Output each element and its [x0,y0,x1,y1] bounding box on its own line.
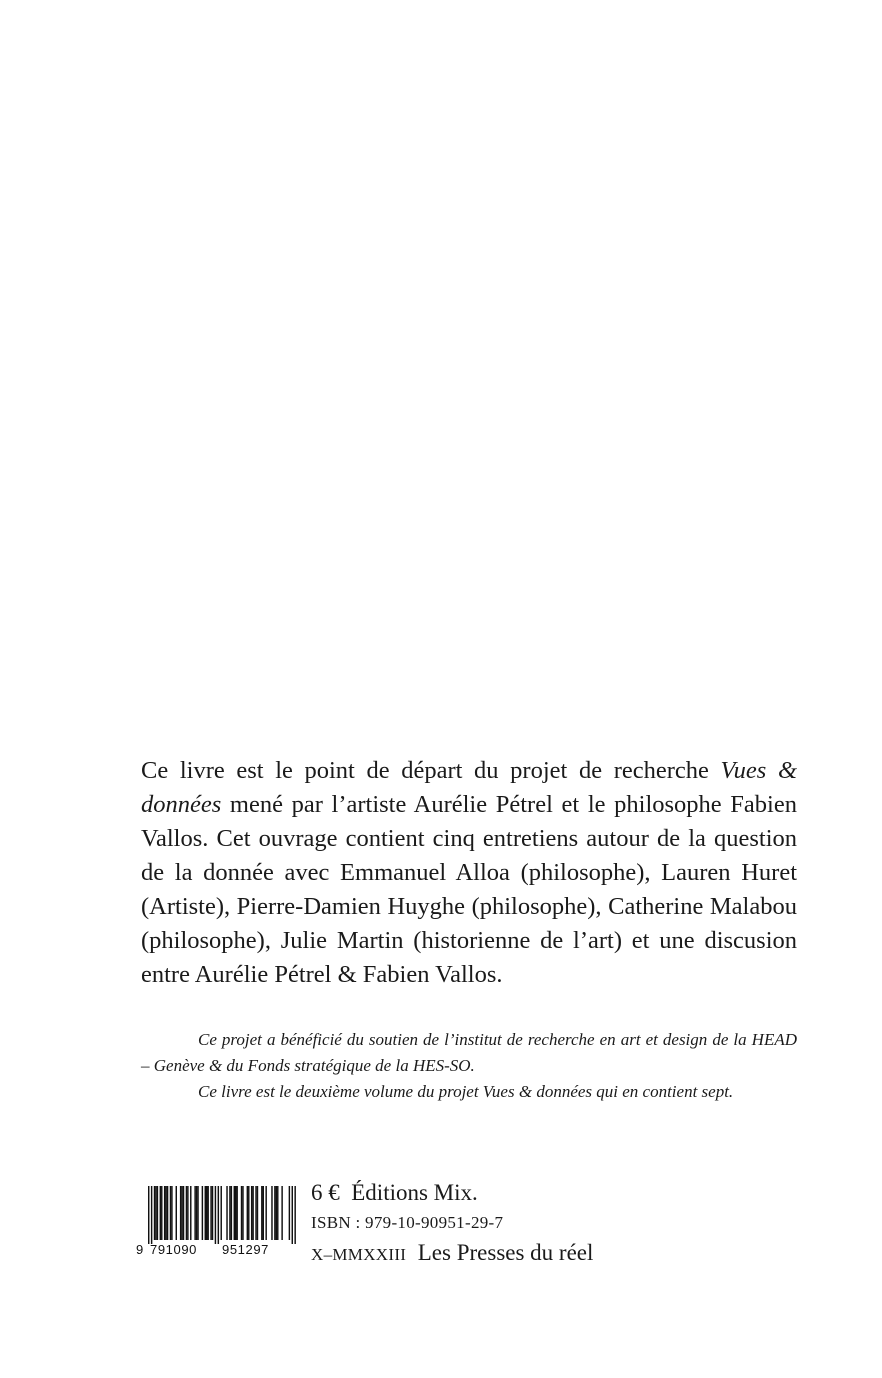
barcode-bar [221,1186,222,1240]
barcode-digits-right: 951297 [222,1242,269,1257]
edition-name: Éditions Mix. [351,1180,478,1205]
blurb-text-start: Ce livre est le point de départ du projet de recherche [141,757,721,784]
barcode-bar [242,1186,243,1240]
funding-note: Ce projet a bénéficié du soutien de l’institut de recherche en art et design de la HEAD – Genève & du Fonds stratégique de la HES-SO. [141,1030,797,1075]
publisher-info [311,1178,711,1270]
barcode-bar [187,1186,188,1240]
barcode-bar [190,1186,191,1240]
barcode-bar [170,1186,171,1240]
barcode-bar [289,1186,290,1240]
barcode-bar [183,1186,184,1240]
barcode-bar [194,1186,195,1240]
barcode-bar [252,1186,253,1240]
date: X–MMXXIII [311,1245,407,1264]
barcode-bar [236,1186,237,1240]
barcode-bar [154,1186,155,1240]
barcode-bar [251,1186,252,1240]
barcode-bar [263,1186,264,1240]
barcode-bar [161,1186,162,1240]
barcode-bar [171,1186,172,1240]
barcode-bar [276,1186,277,1240]
barcode-bar [157,1186,158,1240]
isbn-text: ISBN : 979-10-90951-29-7 [311,1213,504,1232]
barcode-bar [292,1186,293,1244]
barcode-digits [134,1242,296,1262]
barcode-bar [241,1186,242,1240]
barcode-bar [231,1186,232,1240]
barcode-bar [218,1186,219,1244]
barcode-bar [212,1186,213,1240]
barcode-bar [234,1186,235,1240]
barcode-bar [255,1186,256,1240]
barcode-bar [206,1186,207,1240]
barcode-bar [215,1186,216,1244]
barcode-digit-first: 9 [136,1242,144,1257]
barcode-bar [181,1186,182,1240]
project-title: Vues & données [141,757,797,818]
barcode-bar [248,1186,249,1240]
barcode-bar [202,1186,203,1240]
price: 6 € [311,1180,340,1205]
barcode-bar [155,1186,156,1240]
funding-notes [141,1027,797,1105]
barcode-bar [207,1186,208,1240]
barcode-bar [235,1186,236,1240]
copublisher-name: Les Presses du réel [417,1240,594,1265]
barcode-bar [261,1186,262,1240]
barcode-bar [164,1186,165,1240]
barcode-digits-left: 791090 [150,1242,197,1257]
barcode-bar [151,1186,152,1244]
barcode-bar [265,1186,266,1240]
barcode-bar [205,1186,206,1240]
date-row [311,1238,711,1270]
back-cover-blurb [141,754,797,992]
barcode-bar [165,1186,166,1240]
barcode-bar [196,1186,197,1240]
barcode-bar [247,1186,248,1240]
barcode-bars [134,1186,296,1244]
barcode-bar [281,1186,282,1240]
barcode-bar [186,1186,187,1240]
barcode-bar [257,1186,258,1240]
barcode-bar [229,1186,230,1240]
barcode-bar [271,1186,272,1240]
barcode-bar [167,1186,168,1240]
barcode-bar [277,1186,278,1240]
barcode-bar [197,1186,198,1240]
blurb-text-rest: mené par l’artiste Aurélie Pétrel et le philosophe Fabien Vallos. Cet ouvrage contient cinq entretiens autour de la question de la donnée avec Emmanuel Alloa (philosophe), Lauren Huret (Artiste), Pierre-Damien Huyghe (philosophe), Catherine Malabou (philosophe), Julie Martin (historienne de l’art) et une discusion entre Aurélie Pétrel & Fabien Vallos. [141,791,797,988]
barcode-bar [160,1186,161,1240]
barcode-bar [226,1186,227,1240]
volume-note: Ce livre est le deuxième volume du projet Vues & données qui en contient sept. [198,1082,734,1101]
price-row [311,1178,711,1208]
barcode-bar [274,1186,275,1240]
barcode-bar [148,1186,149,1244]
barcode-bar [176,1186,177,1240]
barcode-bar [294,1186,295,1244]
barcode-bar [210,1186,211,1240]
isbn-barcode [134,1186,296,1266]
barcode-bar [180,1186,181,1240]
